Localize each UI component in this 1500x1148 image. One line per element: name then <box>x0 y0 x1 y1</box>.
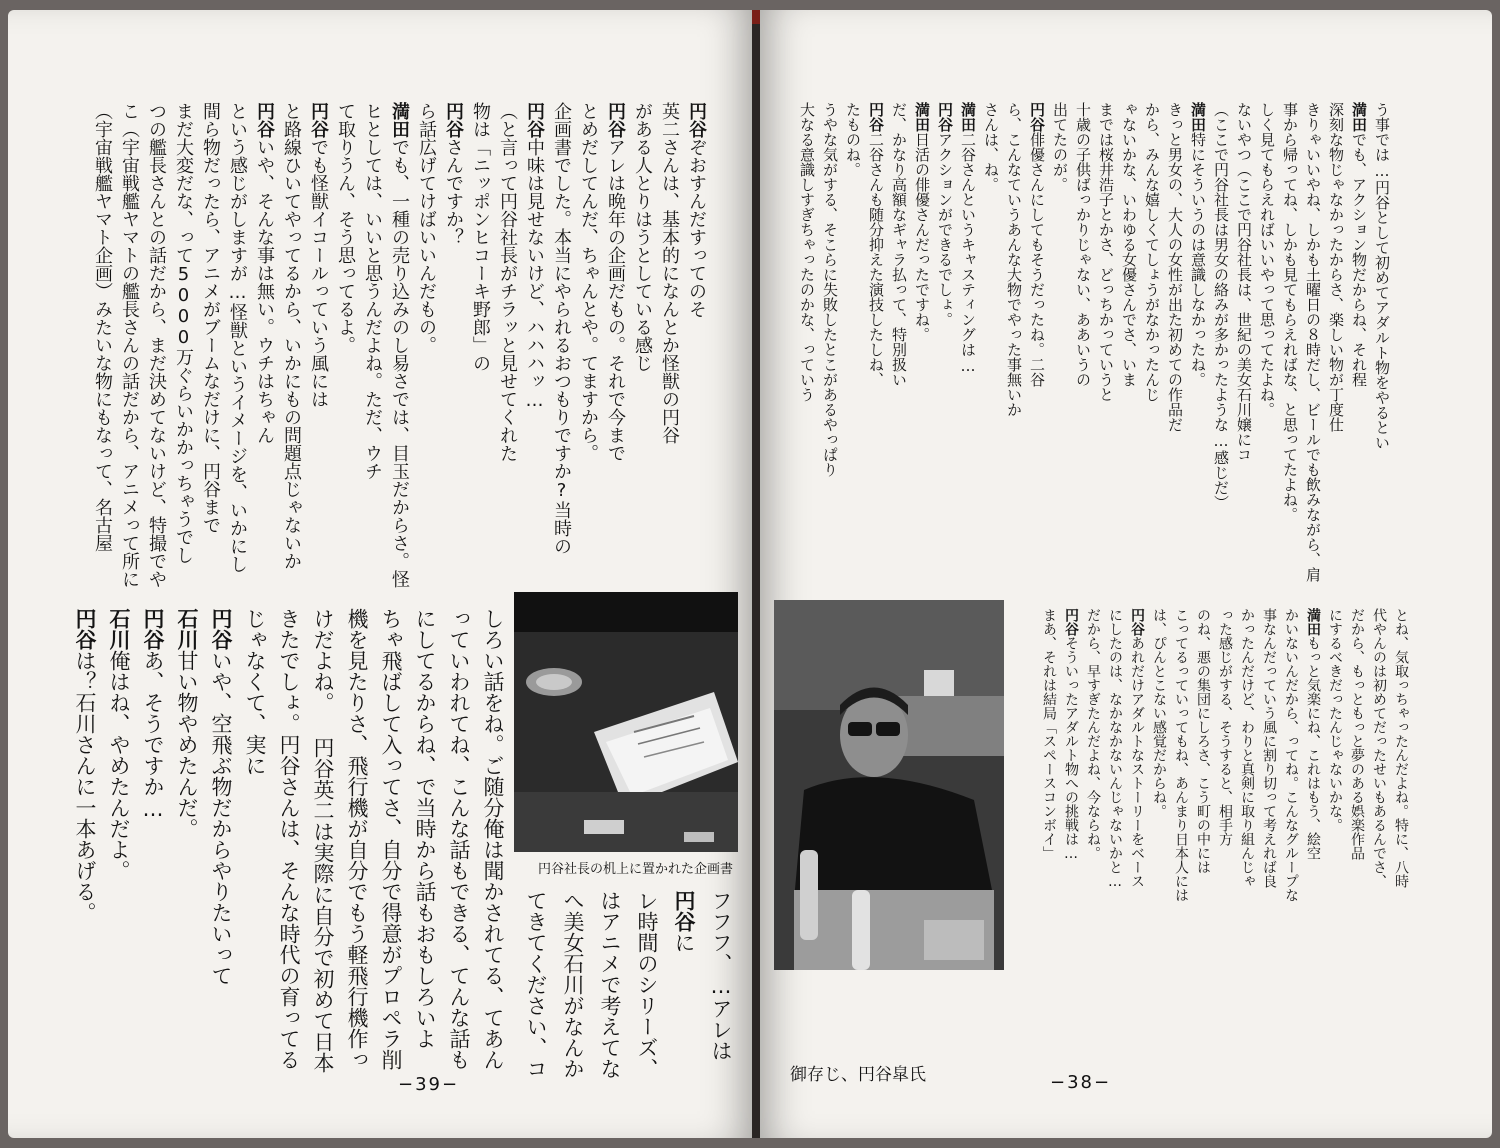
column-text: しく見てもらえればいいやって思ってたよね。 <box>1258 102 1276 417</box>
column-text: 甘い物やめたんだ。 <box>175 650 199 839</box>
text-column <box>1039 608 1058 1078</box>
text-column <box>820 102 840 592</box>
text-column <box>843 102 863 592</box>
text-column <box>1211 102 1231 592</box>
text-column <box>307 608 338 1078</box>
speaker-name: 石川 <box>107 608 131 650</box>
column-text: という感じがしますが…怪獣というイメージを、いかにし <box>227 102 248 573</box>
column-text: にしてるからね、で当時から話もおもしろいよ <box>413 608 437 1049</box>
column-text: 二谷さんも随分抑えた演技したしね、 <box>867 132 885 387</box>
column-text: しろい話をね。ご随分俺は聞かされてる、てあん <box>481 608 505 1070</box>
column-text: あれだけアダルトなストーリーをベース <box>1129 636 1145 888</box>
left-bottom-text <box>68 608 508 1078</box>
column-text: まあ、それは結局「スペースコンボイ」 <box>1041 608 1057 860</box>
text-column <box>1171 608 1190 1078</box>
text-column <box>889 102 909 592</box>
column-text: いや、そんな事は無い。ウチはちゃん <box>254 138 275 444</box>
column-text: でも、一種の売り込みのし易さでは、目玉だからさ。怪 <box>389 138 410 588</box>
column-text: ら、こんなていうあんな大物でやった事無いか <box>1005 102 1023 417</box>
column-text: あ、そうですか… <box>141 650 165 821</box>
text-column <box>576 102 600 590</box>
column-text: まだ大変だな、って5000万ぐらいかかっちゃうでし <box>173 102 194 564</box>
column-text: じゃなくて、実に <box>243 608 267 776</box>
text-column <box>375 608 406 1078</box>
desk-photo-image <box>514 592 738 852</box>
right-bottom-text <box>1030 608 1410 1078</box>
text-column <box>556 890 590 1080</box>
left-page <box>8 10 752 1138</box>
column-text: 十歳の子供ばっかりじゃない、ああいうの <box>1074 102 1092 387</box>
text-column <box>593 890 627 1080</box>
column-text: かいないんだから、ってね。こんなグループな <box>1283 608 1299 902</box>
column-text: と路線ひいてやってるから、いかにもの問題点じゃないか <box>281 102 302 570</box>
column-text: フフフ、…アレは <box>709 890 733 1061</box>
text-column <box>1119 102 1139 592</box>
text-column <box>1061 608 1080 1078</box>
text-column <box>1326 102 1346 592</box>
text-column <box>144 102 168 590</box>
column-text: きっと男女の、大人の女性が出た初めての作品だ <box>1166 102 1184 432</box>
speaker-name: 円谷 <box>672 890 696 932</box>
column-text: にしたのは、なかなかないんじゃないかと… <box>1107 608 1123 890</box>
column-text: （宇宙戦艦ヤマト企画）みたいな物にもなって、名古屋 <box>92 102 113 552</box>
column-text: でも怪獣イコールっていう風には <box>308 138 329 408</box>
speaker-name: 円谷 <box>524 102 545 138</box>
speaker-name: 円谷 <box>936 102 954 132</box>
text-column <box>1142 102 1162 592</box>
text-column <box>441 102 465 590</box>
text-column <box>90 102 114 590</box>
speaker-name: 満田 <box>959 102 977 132</box>
column-text: う事では…円谷として初めてアダルト物をやるとい <box>1373 102 1391 450</box>
text-column <box>333 102 357 590</box>
column-text: さんは、ね。 <box>982 102 1000 192</box>
speaker-name: 円谷 <box>141 608 165 650</box>
speaker-name: 満田 <box>913 102 931 132</box>
column-text: たものね。 <box>844 102 862 177</box>
text-column <box>1349 102 1369 592</box>
column-text: とめだしてんだ、ちゃんとや。てますから。 <box>578 102 599 462</box>
speaker-name: 円谷 <box>686 102 707 138</box>
text-column <box>1073 102 1093 592</box>
speaker-name: 円谷 <box>605 102 626 138</box>
right-page <box>760 10 1492 1138</box>
column-text: っていわれてね、こんな話もできる、てんな話も <box>447 608 471 1070</box>
column-text: は？石川さんに一本あげる。 <box>73 650 97 923</box>
portrait-photo-image <box>774 600 1004 970</box>
column-text: にするべきだったんじゃないかな。 <box>1327 608 1343 832</box>
text-column <box>306 102 330 590</box>
text-column <box>137 608 168 1078</box>
portrait-photo-caption: 御存じ、円谷皐氏 <box>790 1065 926 1085</box>
text-column <box>409 608 440 1078</box>
speaker-name: 円谷 <box>1063 608 1079 636</box>
text-column <box>630 102 654 590</box>
text-column <box>198 102 222 590</box>
column-text: てきてください、コ <box>524 890 548 1079</box>
text-column <box>1193 608 1212 1078</box>
text-column <box>1083 608 1102 1078</box>
text-column <box>522 102 546 590</box>
speaker-name: 円谷 <box>209 608 233 650</box>
text-column <box>912 102 932 592</box>
text-column <box>1237 608 1256 1078</box>
speaker-name: 円谷 <box>73 608 97 650</box>
text-column <box>1215 608 1234 1078</box>
text-column <box>443 608 474 1078</box>
column-text: 代やんのは初めてだったせいもあるんでさ、 <box>1371 608 1387 888</box>
column-text: かったんだけど、わりと真剣に取り組んじゃ <box>1239 608 1255 888</box>
column-text: 日活の俳優さんだったですね。 <box>913 132 931 342</box>
column-text: さんですか？ <box>443 138 464 246</box>
column-text: だから、もっともっと夢のある娯楽作品 <box>1349 608 1365 860</box>
column-text: ら話広げてけばいいんだもの。 <box>416 102 437 354</box>
column-text: 物は「ニッポンヒコーキ野郎」の <box>470 102 491 372</box>
speaker-name: 満田 <box>1350 102 1368 132</box>
text-column <box>103 608 134 1078</box>
text-column <box>360 102 384 590</box>
column-text: でも、アクション物だからね、それ程 <box>1350 132 1368 387</box>
column-text: だから、早すぎたんだよね、今ならね。 <box>1085 608 1101 860</box>
column-text: に <box>672 932 696 953</box>
book-gutter <box>752 10 760 1138</box>
left-top-text <box>88 102 708 590</box>
text-column <box>1149 608 1168 1078</box>
column-text: はアニメで考えてな <box>598 890 622 1079</box>
column-text: った感じがする、そうすると、相手方 <box>1217 608 1233 846</box>
desk-photo-caption: 円谷社長の机上に置かれた企画書 <box>538 862 734 877</box>
column-text: 事から帰ってね、しかも見てもらえればな、と思ってたよね。 <box>1281 102 1299 522</box>
portrait-photo <box>774 600 1004 970</box>
speaker-name: 満田 <box>1305 608 1321 636</box>
column-text: までは桜井浩子とかさ、どっちかっていうと <box>1097 102 1115 402</box>
column-text: ちゃ飛ばして入ってさ、自分で得意がプロペラ削 <box>379 608 403 1070</box>
text-column <box>273 608 304 1078</box>
text-column <box>797 102 817 592</box>
speaker-name: 満田 <box>1189 102 1207 132</box>
text-column <box>1096 102 1116 592</box>
column-text: 事なんだっていう風に割り切って考えれば良 <box>1261 608 1277 888</box>
column-text: きりゃいいやね、しかも土曜日の８時だし、ビールでも飲みながら、肩 <box>1304 102 1322 582</box>
text-column <box>171 102 195 590</box>
text-column <box>603 102 627 590</box>
column-text: （ここで円谷社長は男女の絡みが多かったような…感じだ） <box>1212 102 1230 510</box>
column-text: こ（宇宙戦艦ヤマトの艦長さんの話だから、アニメって所に <box>119 102 140 588</box>
speaker-name: 満田 <box>389 102 410 138</box>
text-column <box>117 102 141 590</box>
column-text: （と言って円谷社長がチラッと見せてくれた <box>497 102 518 462</box>
text-column <box>958 102 978 592</box>
left-small-column <box>514 890 738 1080</box>
right-top-text <box>782 102 1392 592</box>
column-text: 企画書でした。本当にやられるおつもりですか?当時の <box>551 102 572 555</box>
text-column <box>468 102 492 590</box>
column-text: 英二さんは、基本的になんとか怪獣の円谷 <box>659 102 680 444</box>
text-column <box>341 608 372 1078</box>
column-text: こってるっていってもね、あんまり日本人には <box>1173 608 1189 902</box>
column-text: 機を見たりさ、飛行機が自分でもう軽飛行機作っ <box>345 608 369 1070</box>
column-text: つの艦長さんとの話だから、まだ決めてないけど、特撮でや <box>146 102 167 588</box>
text-column <box>1165 102 1185 592</box>
speaker-name: 円谷 <box>1129 608 1145 636</box>
column-text: レ時間のシリーズ、 <box>635 890 659 1079</box>
text-column <box>935 102 955 592</box>
text-column <box>171 608 202 1078</box>
left-page-number: −39− <box>398 1074 460 1095</box>
column-text: のね、悪の集団にしろさ、こう町の中には <box>1195 608 1211 874</box>
book-spread <box>8 10 1492 1140</box>
column-text: ゃないかな、いわゆる女優さんでさ、いま <box>1120 102 1138 387</box>
text-column <box>549 102 573 590</box>
column-text: て取りうん、そう思ってるよ。 <box>335 102 356 354</box>
text-column <box>1280 102 1300 592</box>
speaker-name: 円谷 <box>254 102 275 138</box>
column-text: うやな気がする、そこらに失敗したとこがあるやっぱり <box>821 102 839 477</box>
text-column <box>1105 608 1124 1078</box>
text-column <box>630 890 664 1080</box>
column-text: アレは晩年の企画だもの。それで今まで <box>605 138 626 462</box>
text-column <box>981 102 1001 592</box>
column-text: がある人とりはうとしている感じ <box>632 102 653 372</box>
text-column <box>387 102 411 590</box>
column-text: ないやつ（ここで円谷社長は、世紀の美女石川嬢にコ <box>1235 102 1253 462</box>
text-column <box>1303 102 1323 592</box>
text-column <box>667 890 701 1080</box>
text-column <box>1127 608 1146 1078</box>
column-text: 俳優さんにしてもそうだったね。二谷 <box>1028 132 1046 387</box>
text-column <box>1347 608 1366 1078</box>
text-column <box>866 102 886 592</box>
column-text: けだよね。 円谷英二は実際に自分で初めて日本 <box>311 608 335 1073</box>
column-text: 俺はね、やめたんだよ。 <box>107 650 131 881</box>
text-column <box>1050 102 1070 592</box>
text-column <box>1369 608 1388 1078</box>
column-text: そういったアダルト物への挑戦は… <box>1063 636 1079 862</box>
column-text: 二谷さんというキャスティングは… <box>959 132 977 375</box>
text-column <box>252 102 276 590</box>
text-column <box>495 102 519 590</box>
column-text: は、ぴんとこない感覚だからね。 <box>1151 608 1167 818</box>
text-column <box>1188 102 1208 592</box>
speaker-name: 石川 <box>175 608 199 650</box>
text-column <box>1325 608 1344 1078</box>
text-column <box>519 890 553 1080</box>
speaker-name: 円谷 <box>308 102 329 138</box>
text-column <box>1303 608 1322 1078</box>
text-column <box>1027 102 1047 592</box>
text-column <box>704 890 738 1080</box>
text-column <box>1391 608 1410 1078</box>
column-text: 出てたのが。 <box>1051 102 1069 192</box>
speaker-name: 円谷 <box>1028 102 1046 132</box>
column-text: ヒとしては、いいと思うんだよね。ただ、ウチ <box>362 102 383 480</box>
column-text: 間ら物だったら、アニメがブームなだけに、円谷まで <box>200 102 221 534</box>
column-text: とね、気取っちゃったんだよね。特に、八時 <box>1393 608 1409 888</box>
column-text: 中味は見せないけど、ハハハッ… <box>524 138 545 411</box>
text-column <box>1234 102 1254 592</box>
column-text: いや、空飛ぶ物だからやりたいって <box>209 650 233 986</box>
text-column <box>205 608 236 1078</box>
column-text: だ、かなり高額なギャラ払って、特別扱い <box>890 102 908 387</box>
column-text: から、みんな嬉しくてしょうがなかったんじ <box>1143 102 1161 402</box>
desk-photo <box>514 592 738 852</box>
text-column <box>1259 608 1278 1078</box>
column-text: 深刻な物じゃなかったからさ、楽しい物が丁度仕 <box>1327 102 1345 432</box>
column-text: 大なる意識しすぎちゃったのかな、っていう <box>798 102 816 402</box>
speaker-name: 円谷 <box>443 102 464 138</box>
text-column <box>1257 102 1277 592</box>
text-column <box>1281 608 1300 1078</box>
column-text: きたでしょ。円谷さんは、そんな時代の育ってる <box>277 608 301 1070</box>
text-column <box>414 102 438 590</box>
text-column <box>225 102 249 590</box>
column-text: ぞおすんだすってのそ <box>686 138 707 318</box>
speaker-name: 円谷 <box>867 102 885 132</box>
text-column <box>1004 102 1024 592</box>
text-column <box>684 102 708 590</box>
text-column <box>657 102 681 590</box>
text-column <box>69 608 100 1078</box>
column-text: もっと気楽にね、これはもう、絵空 <box>1305 636 1321 860</box>
right-page-number: −38− <box>1050 1072 1112 1093</box>
text-column <box>1372 102 1392 592</box>
column-text: へ美女石川がなんか <box>561 890 585 1079</box>
column-text: 特にそういうのは意識しなかったね。 <box>1189 132 1207 387</box>
text-column <box>239 608 270 1078</box>
text-column <box>279 102 303 590</box>
text-column <box>477 608 508 1078</box>
column-text: アクションができるでしょ。 <box>936 132 954 327</box>
